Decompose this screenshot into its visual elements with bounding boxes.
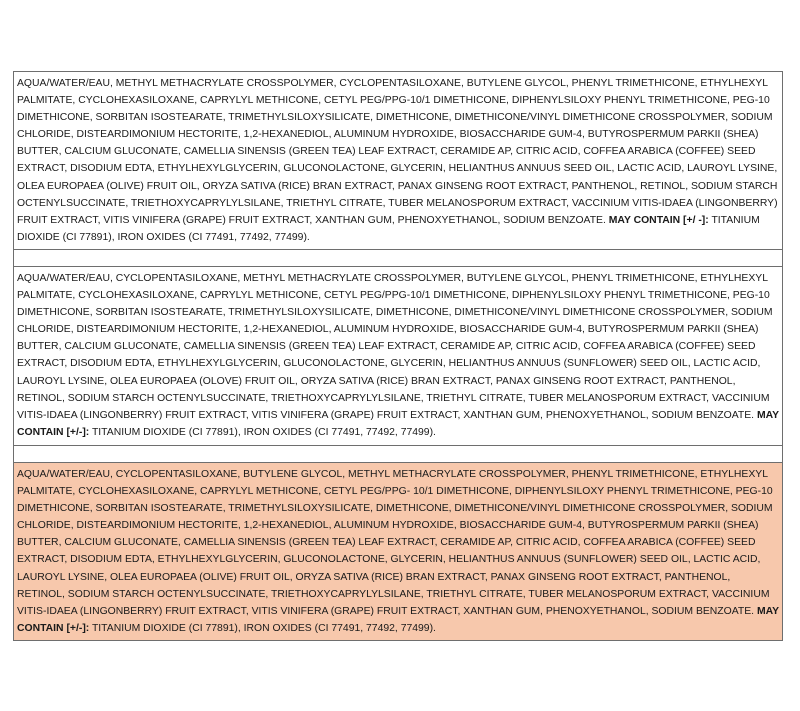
spacer-row xyxy=(14,249,783,266)
spacer-cell xyxy=(14,445,783,462)
ingredients-text: AQUA/WATER/EAU, METHYL METHACRYLATE CROSSPOLYMER, CYCLOPENTASILOXANE, BUTYLENE GLYCOL, PHENYL TRIMETHICONE, ETHYLHEXYL PALMITATE, CYCLOHEXASILOXANE, CAPRYLYL METHICONE, CETYL PEG/PPG-10/1 DIMETHICONE, DIPHENYLSILOXY PHENYL TRIMETHICONE, PEG-10 DIMETHICONE, SORBITAN ISOSTEARATE, TRIMETHYLSILOXYSILICATE, DIMETHICONE, DIMETHICONE/VINYL DIMETHICONE CROSSPOLYMER, SODIUM CHLORIDE, DISTEARDIMONIUM HECTORITE, 1,2-HEXANEDIOL, ALUMINUM HYDROXIDE, BIOSACCHARIDE GUM-4, BUTYROSPERMUM PARKII (SHEA) BUTTER, CALCIUM GLUCONATE, CAMELLIA SINENSIS (GREEN TEA) LEAF EXTRACT, CERAMIDE AP, CITRIC ACID, COFFEA ARABICA (COFFEE) SEED EXTRACT, DISODIUM EDTA, ETHYLHEXYLGLYCERIN, GLUCONOLACTONE, GLYCERIN, HELIANTHUS ANNUUS SEED OIL, LACTIC ACID, LAUROYL LYSINE, OLEA EUROPAEA (OLIVE) FRUIT OIL, ORYZA SATIVA (RICE) BRAN EXTRACT, PANAX GINSENG ROOT EXTRACT, PANTHENOL, RETINOL, SODIUM STARCH OCTENYLSUCCINATE, TRIETHOXYCAPRYLYLSILANE, TRIETHYL CITRATE, TUBER MELANOSPORUM EXTRACT, VACCINIUM VITIS-IDAEA (LINGONBERRY) FRUIT EXTRACT, VITIS VINIFERA (GRAPE) FRUIT EXTRACT, XANTHAN GUM, PHENOXYETHANOL, SODIUM BENZOATE. xyxy=(17,78,778,226)
may-contain-label: MAY CONTAIN [+/ -]: xyxy=(608,214,709,226)
may-contain-text: TITANIUM DIOXIDE (CI 77891), IRON OXIDES (CI 77491, 77492, 77499). xyxy=(91,426,436,438)
ingredients-text: AQUA/WATER/EAU, CYCLOPENTASILOXANE, METHYL METHACRYLATE CROSSPOLYMER, BUTYLENE GLYCOL, PHENYL TRIMETHICONE, ETHYLHEXYL PALMITATE, CYCLOHEXASILOXANE, CAPRYLYL METHICONE, CETYL PEG/PPG-10/1 DIMETHICONE, DIPHENYLSILOXY PHENYL TRIMETHICONE, PEG-10 DIMETHICONE, SORBITAN ISOSTEARATE, TRIMETHYLSILOXYSILICATE, DIMETHICONE, DIMETHICONE/VINYL DIMETHICONE CROSSPOLYMER, SODIUM CHLORIDE, DISTEARDIMONIUM HECTORITE, 1,2-HEXANEDIOL, ALUMINUM HYDROXIDE, BIOSACCHARIDE GUM-4, BUTYROSPERMUM PARKII (SHEA) BUTTER, CALCIUM GLUCONATE, CAMELLIA SINENSIS (GREEN TEA) LEAF EXTRACT, CERAMIDE AP, CITRIC ACID, COFFEA ARABICA (COFFEE) SEED EXTRACT, DISODIUM EDTA, ETHYLHEXYLGLYCERIN, GLUCONOLACTONE, GLYCERIN, HELIANTHUS ANNUUS (SUNFLOWER) SEED OIL, LACTIC ACID, LAUROYL LYSINE, OLEA EUROPAEA (OLOVE) FRUIT OIL, ORYZA SATIVA (RICE) BRAN EXTRACT, PANAX GINSENG ROOT EXTRACT, PANTHENOL, RETINOL, SODIUM STARCH OCTENYLSUCCINATE, TRIETHOXYCAPRYLYLSILANE, TRIETHYL CITRATE, TUBER MELANOSPORUM EXTRACT, VACCINIUM VITIS-IDAEA (LINGONBERRY) FRUIT EXTRACT, VITIS VINIFERA (GRAPE) FRUIT EXTRACT, XANTHAN GUM, PHENOXYETHANOL, SODIUM BENZOATE. xyxy=(17,272,773,421)
formula-cell-3-highlighted xyxy=(14,462,783,640)
formula-cell-2 xyxy=(14,266,783,445)
may-contain-label: MAY CONTAIN [+/-]: xyxy=(17,409,779,438)
ingredients-table xyxy=(13,71,783,641)
formula-row-3 xyxy=(14,462,783,640)
formula-row-2 xyxy=(14,266,783,445)
may-contain-label: MAY CONTAIN [+/-]: xyxy=(17,605,779,634)
may-contain-text: TITANIUM DIOXIDE (CI 77891), IRON OXIDES (CI 77491, 77492, 77499). xyxy=(17,214,760,243)
spacer-cell xyxy=(14,249,783,266)
may-contain-text: TITANIUM DIOXIDE (CI 77891), IRON OXIDES (CI 77491, 77492, 77499). xyxy=(91,622,436,634)
spacer-row xyxy=(14,445,783,462)
formula-row-1 xyxy=(14,72,783,250)
formula-cell-1 xyxy=(14,72,783,250)
ingredients-text: AQUA/WATER/EAU, CYCLOPENTASILOXANE, BUTYLENE GLYCOL, METHYL METHACRYLATE CROSSPOLYMER, PHENYL TRIMETHICONE, ETHYLHEXYL PALMITATE, CYCLOHEXASILOXANE, CAPRYLYL METHICONE, CETYL PEG/PPG- 10/1 DIMETHICONE, DIPHENYLSILOXY PHENYL TRIMETHICONE, PEG-10 DIMETHICONE, SORBITAN ISOSTEARATE, TRIMETHYLSILOXYSILICATE, DIMETHICONE, DIMETHICONE/VINYL DIMETHICONE CROSSPOLYMER, SODIUM CHLORIDE, DISTEARDIMONIUM HECTORITE, 1,2-HEXANEDIOL, ALUMINUM HYDROXIDE, BIOSACCHARIDE GUM-4, BUTYROSPERMUM PARKII (SHEA) BUTTER, CALCIUM GLUCONATE, CAMELLIA SINENSIS (GREEN TEA) LEAF EXTRACT, CERAMIDE AP, CITRIC ACID, COFFEA ARABICA (COFFEE) SEED EXTRACT, DISODIUM EDTA, ETHYLHEXYLGLYCERIN, GLUCONOLACTONE, GLYCERIN, HELIANTHUS ANNUUS (SUNFLOWER) SEED OIL, LACTIC ACID, LAUROYL LYSINE, OLEA EUROPAEA (OLIVE) FRUIT OIL, ORYZA SATIVA (RICE) BRAN EXTRACT, PANAX GINSENG ROOT EXTRACT, PANTHENOL, RETINOL, SODIUM STARCH OCTENYLSUCCINATE, TRIETHOXYCAPRYLYLSILANE, TRIETHYL CITRATE, TUBER MELANOSPORUM EXTRACT, VACCINIUM VITIS-IDAEA (LINGONBERRY) FRUIT EXTRACT, VITIS VINIFERA (GRAPE) FRUIT EXTRACT, XANTHAN GUM, PHENOXYETHANOL, SODIUM BENZOATE. xyxy=(17,468,773,617)
